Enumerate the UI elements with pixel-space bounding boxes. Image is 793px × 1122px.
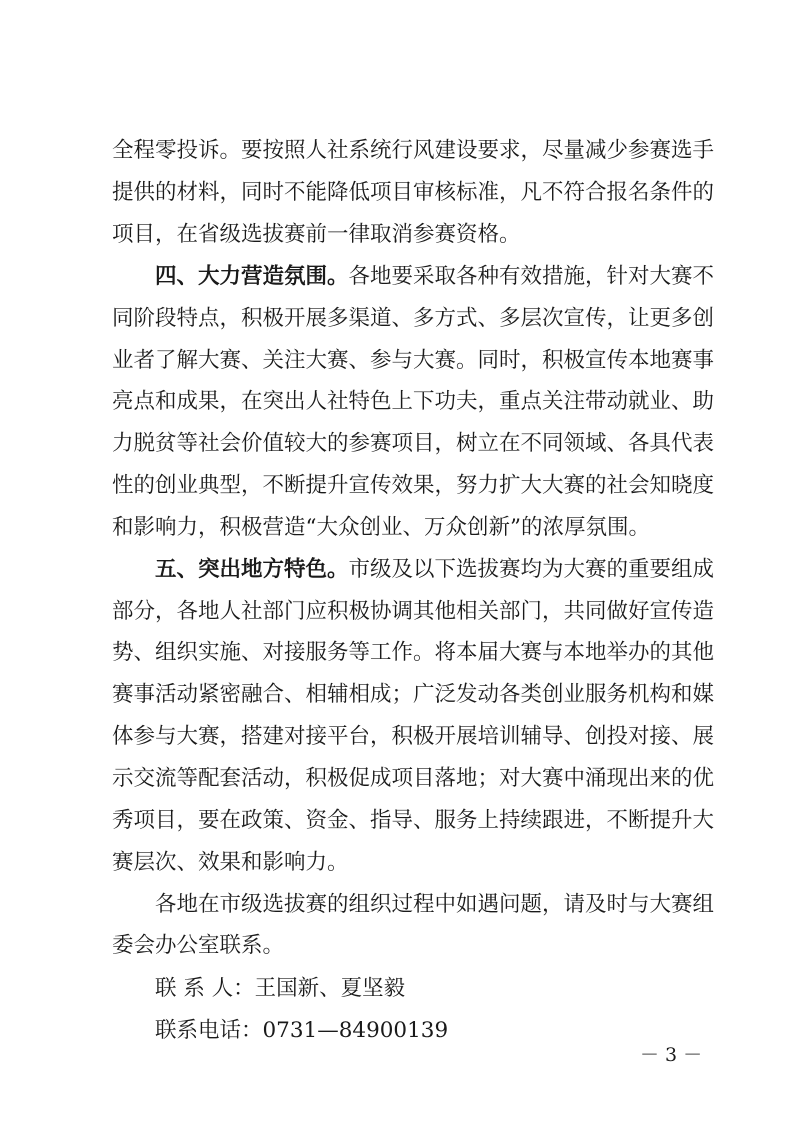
- contact-phone: 联系电话：0731—84900139: [155, 1018, 449, 1044]
- paragraph-line: 全程零投诉。要按照人社系统行风建设要求，尽量减少参赛选手: [112, 138, 715, 164]
- paragraph-line: 同阶段特点，积极开展多渠道、多方式、多层次宣传，让更多创: [112, 305, 715, 331]
- paragraph-line: 势、组织实施、对接服务等工作。将本届大赛与本地举办的其他: [112, 640, 715, 666]
- section-5-heading: 五、突出地方特色。: [155, 556, 349, 582]
- paragraph-line: 赛事活动紧密融合、相辅相成；广泛发动各类创业服务机构和媒: [112, 682, 715, 708]
- section-5-first-line: [155, 555, 715, 585]
- section-4-heading: 四、大力营造氛围。: [155, 263, 349, 289]
- paragraph-line: 部分，各地人社部门应积极协调其他相关部门，共同做好宣传造: [112, 598, 715, 624]
- paragraph-line: 项目，在省级选拔赛前一律取消参赛资格。: [112, 221, 521, 247]
- paragraph-text: 市级及以下选拔赛均为大赛的重要组成: [348, 556, 715, 582]
- paragraph-line: 示交流等配套活动，积极促成项目落地；对大赛中涌现出来的优: [112, 766, 715, 792]
- paragraph-line: 赛层次、效果和影响力。: [112, 849, 349, 875]
- section-4-first-line: [155, 262, 715, 292]
- paragraph-line: 提供的材料，同时不能降低项目审核标准，凡不符合报名条件的: [112, 180, 715, 206]
- contact-person: 联 系 人：王国新、夏坚毅: [155, 976, 406, 1002]
- paragraph-line: 业者了解大赛、关注大赛、参与大赛。同时，积极宣传本地赛事: [112, 347, 715, 373]
- paragraph-line: 委会办公室联系。: [112, 933, 285, 959]
- paragraph-line: 力脱贫等社会价值较大的参赛项目，树立在不同领域、各具代表: [112, 431, 715, 457]
- page-number: － 3 －: [640, 1044, 703, 1066]
- paragraph-text: 各地要采取各种有效措施，针对大赛不: [348, 263, 715, 289]
- paragraph-line: 性的创业典型，不断提升宣传效果，努力扩大大赛的社会知晓度: [112, 473, 715, 499]
- paragraph-line: 亮点和成果，在突出人社特色上下功夫，重点关注带动就业、助: [112, 389, 715, 415]
- paragraph-line: 秀项目，要在政策、资金、指导、服务上持续跟进，不断提升大: [112, 807, 715, 833]
- paragraph-line: 体参与大赛，搭建对接平台，积极开展培训辅导、创投对接、展: [112, 724, 715, 750]
- paragraph-line: 和影响力，积极营造“大众创业、万众创新”的浓厚氛围。: [112, 514, 650, 540]
- paragraph-line: 各地在市级选拔赛的组织过程中如遇问题，请及时与大赛组: [155, 891, 715, 917]
